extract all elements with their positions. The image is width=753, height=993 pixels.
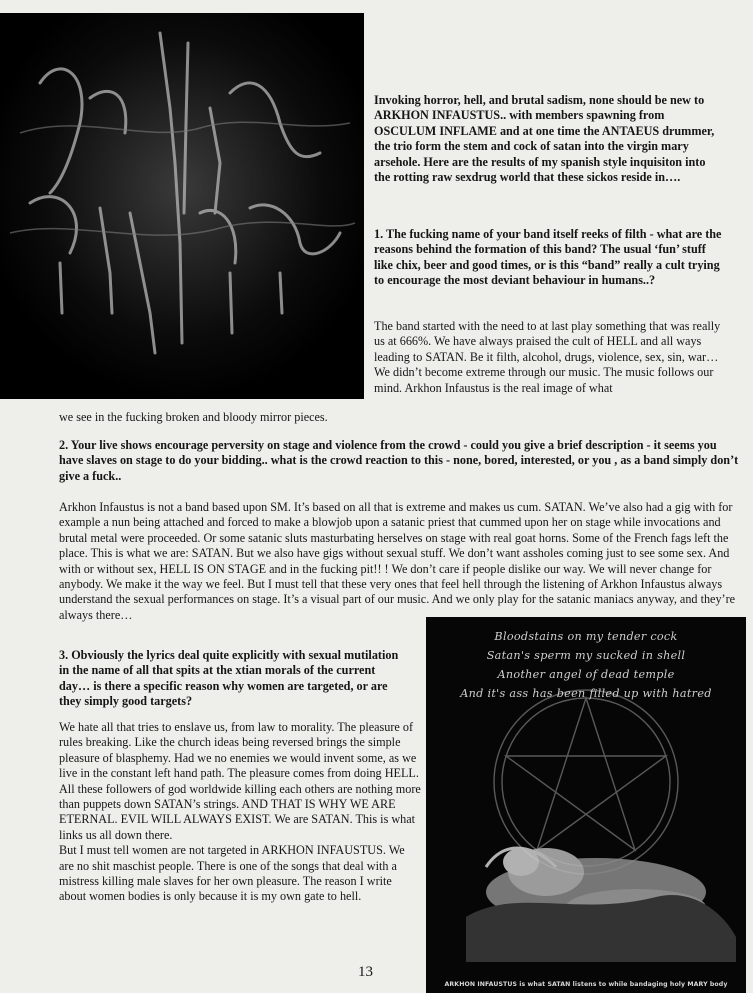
answer-1-continued: we see in the fucking broken and bloody mirror pieces. <box>59 410 328 424</box>
poster-lyric-line: Bloodstains on my tender cock <box>494 630 678 643</box>
question-2: 2. Your live shows encourage perversity on stage and violence from the crowd - could you give a brief description - it seems you have slaves on stage to do your bidding.. what is the crowd reaction to this - none, bored, interested, or you , as a band simply don’t give a fuck.. <box>59 438 739 483</box>
lyrics-poster-image <box>426 617 746 993</box>
poster-lyric-line: Another angel of dead temple <box>497 668 675 681</box>
poster-lyric-line: And it's ass has been filled up with hatred <box>460 687 712 700</box>
question-1: 1. The fucking name of your band itself reeks of filth - what are the reasons behind the formation of this band? The usual ‘fun’ stuff like chix, beer and good times, or is this “band” really a cult trying to encourage the most deviant behaviour in humans..? <box>374 227 722 288</box>
question-3: 3. Obviously the lyrics deal quite explicitly with sexual mutilation in the name of all that spits at the xtian morals of the current day… is there a specific reason why women are targeted, or are they simply good targets? <box>59 648 399 709</box>
poster-lyrics <box>426 627 746 703</box>
page-number: 13 <box>358 964 373 980</box>
band-logo-image <box>0 13 364 399</box>
band-logo-artwork-icon <box>0 13 364 399</box>
answer-1: The band started with the need to at last play something that was really us at 666%. We have always praised the cult of HELL and all ways leading to SATAN. Be it filth, alcohol, drugs, violence, sex, sin, war… We didn’t become extreme through our music. The music follows our mind. Arkhon Infaustus is the real image of what <box>374 319 721 395</box>
answer-3-paragraph-1: We hate all that tries to enslave us, from law to morality. The pleasure of rules breaking. Like the church ideas being reversed brings the simple pleasure of blasphemy. Had we no enemies we would invent some, as we live in the constant left hand path. The pleasure comes from doing HELL. All these followers of god worldwide killing each others are nothing more than puppets down SATAN’s strings. AND THAT IS WHY WE ARE ETERNAL. EVIL WILL ALWAYS EXIST. We are SATAN. This is what links us all down there. <box>59 720 421 842</box>
poster-lyric-line: Satan's sperm my sucked in shell <box>486 649 686 662</box>
answer-3-paragraph-2: But I must tell women are not targeted in ARKHON INFAUSTUS. We are no shit maschist people. There is one of the songs that deal with a mistress killing male slaves for her own pleasure. The reason I write about women bodies is only because it is my own gate to hell. <box>59 843 405 904</box>
interview-intro: Invoking horror, hell, and brutal sadism, none should be new to ARKHON INFAUSTUS.. with members spawning from OSCULUM INFLAME and at one time the ANTAEUS drummer, the trio form the stem and cock of satan into the virgin mary arsehole. Here are the results of my spanish style inquisiton into the rotting raw sexdrug world that these sickos reside in…. <box>374 93 715 185</box>
answer-3 <box>59 720 421 905</box>
answer-2: Arkhon Infaustus is not a band based upon SM. It’s based on all that is extreme and makes us cum. SATAN. We’ve also had a gig with for example a nun being attached and forced to make a blowjob upon a satanic priest that cummed upon her on stage while invocations and brutal metal were proceeded. Or some satanic sluts masturbating herselves on stage with real goat horns. Some of the French fags left the place. This is what we are: SATAN. But we also have gigs without sexual stuff. We don’t want assholes coming just to see some sex. And with or without sex, HELL IS ON STAGE and in the fucking pit!! ! We don’t care if people dislike our way. We will never change for anybody. We make it the way we feel. But I must tell that these very ones that feel hell through the listening of Arkhon Infaustus always understand the sexual performances on stage. It’s a visual part of our music. And we only play for the satanic maniacs anyway, and they’re always there… <box>59 500 736 622</box>
poster-caption: ARKHON INFAUSTUS is what SATAN listens to while bandaging holy MARY body <box>444 981 728 988</box>
